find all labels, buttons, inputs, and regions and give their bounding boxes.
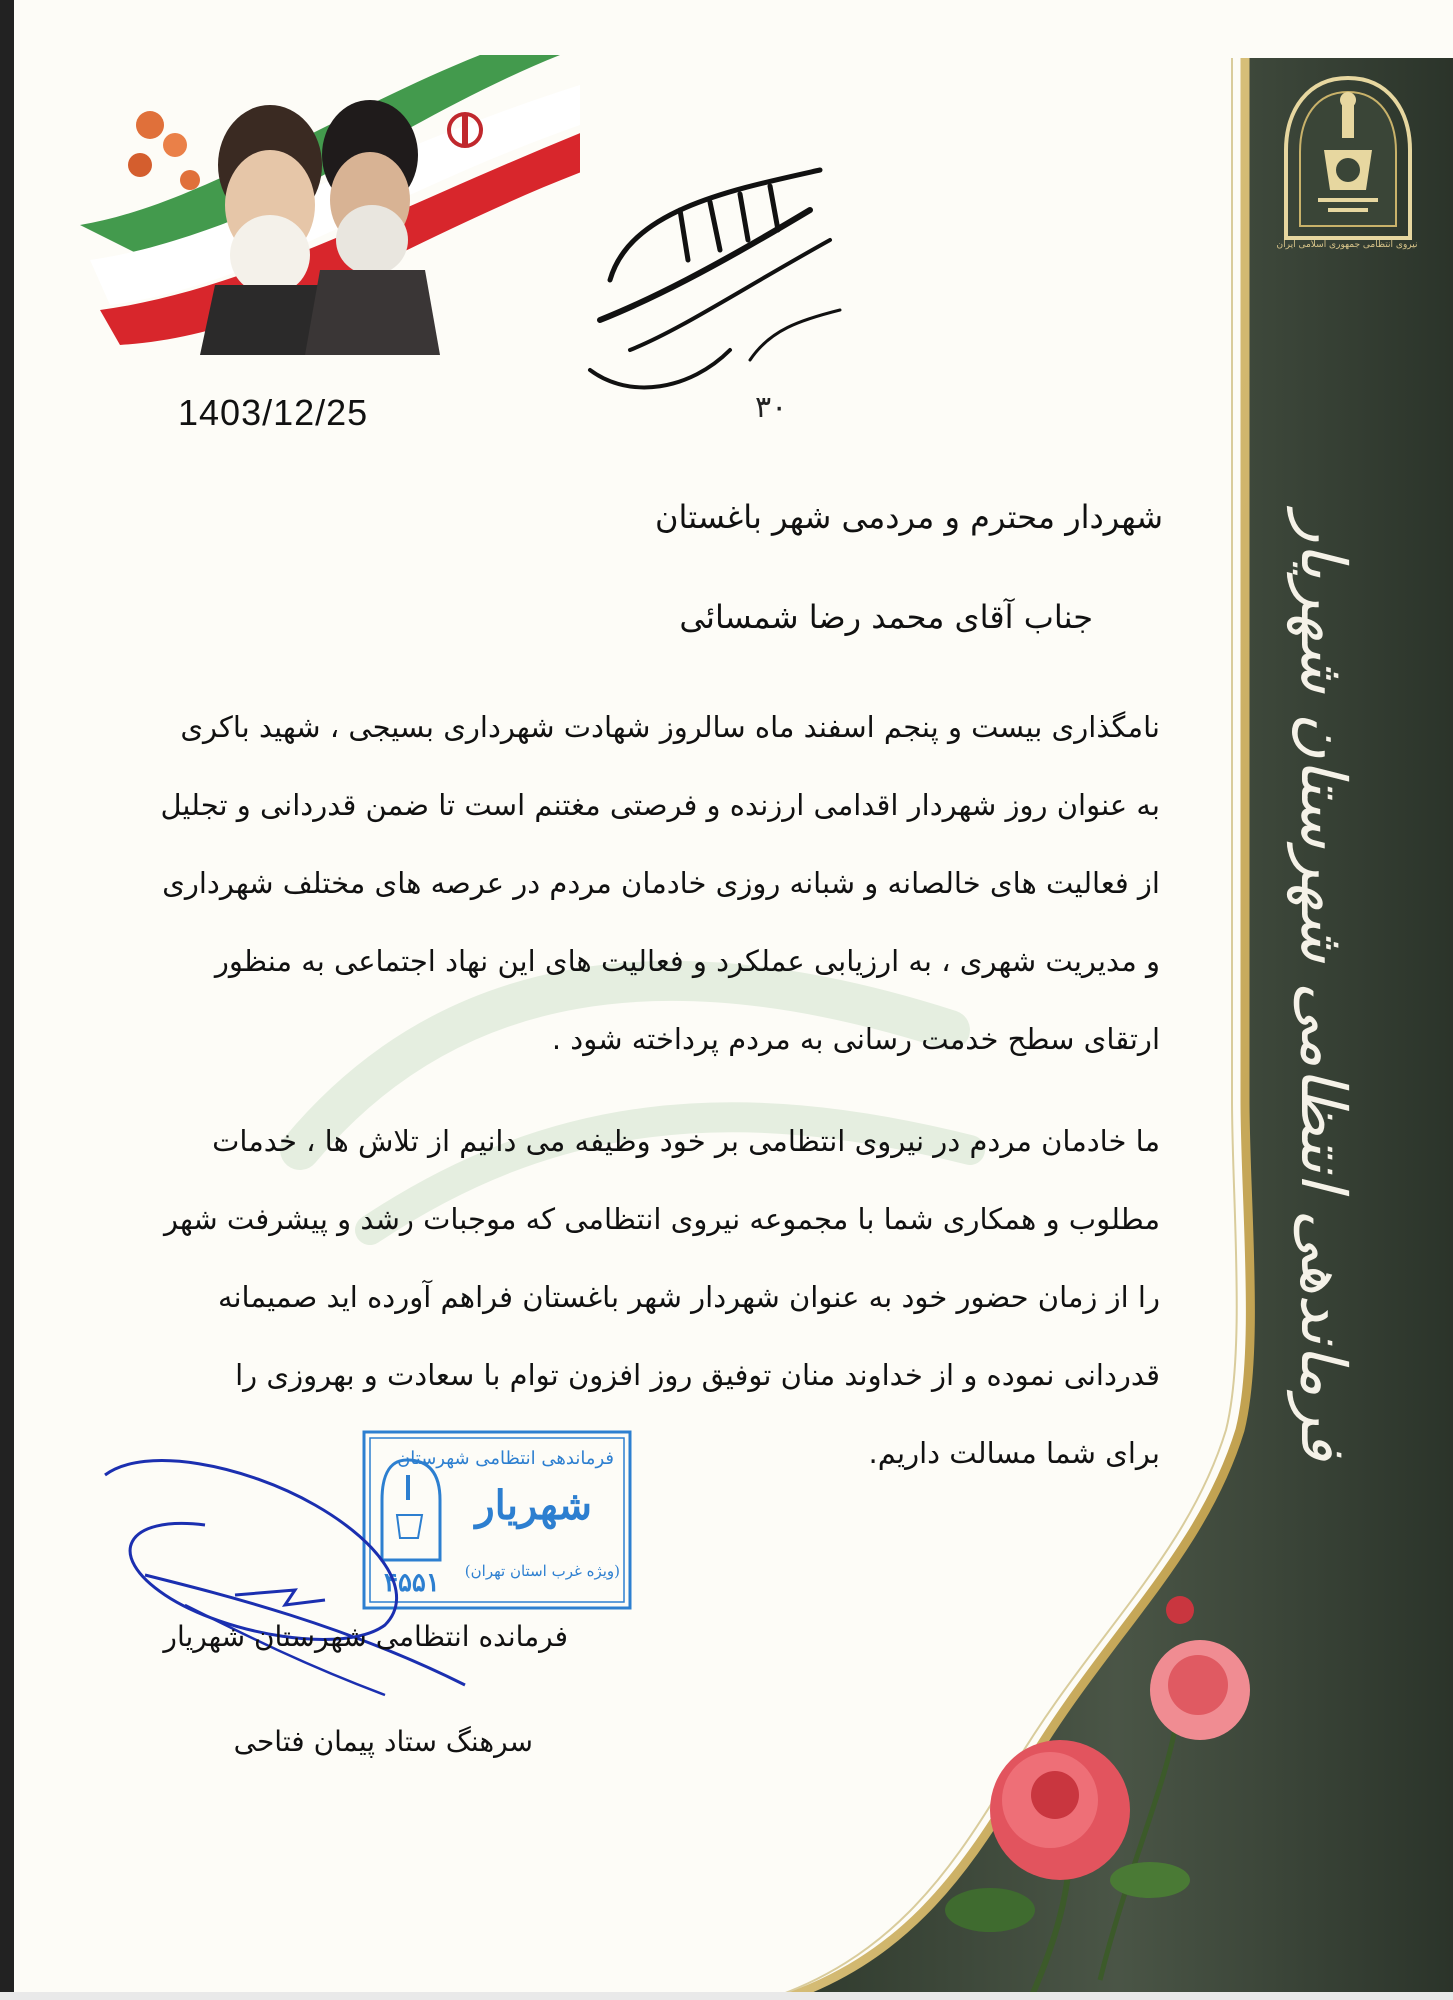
addressee-line-2: جناب آقای محمد رضا شمسائی bbox=[679, 598, 1093, 636]
body-paragraph-1 bbox=[150, 688, 1160, 1078]
body-line: نامگذاری بیست و پنجم اسفند ماه سالروز شهادت شهرداری بسیجی ، شهید باکری bbox=[180, 710, 1160, 744]
body-line: ارتقای سطح خدمت رسانی به مردم پرداخته شود . bbox=[551, 1022, 1160, 1056]
stamp-line-1: فرماندهی انتظامی شهرستان bbox=[397, 1448, 614, 1469]
body-line: از فعالیت های خالصانه و شبانه روزی خادمان مردم در عرصه های مختلف شهرداری bbox=[162, 866, 1160, 900]
letter-date: 1403/12/25 bbox=[178, 392, 369, 433]
stamp-city: شهریار bbox=[475, 1482, 592, 1529]
bismillah-calligraphy bbox=[570, 150, 870, 410]
body-paragraph-2 bbox=[150, 1102, 1160, 1492]
police-emblem-icon bbox=[1268, 70, 1428, 260]
body-line: قدردانی نموده و از خداوند منان توفیق روز افزون توام با سعادت و بهروزی را bbox=[235, 1358, 1160, 1392]
body-line: مطلوب و همکاری شما با مجموعه نیروی انتظامی که موجبات رشد و پیشرفت شهر bbox=[164, 1202, 1160, 1236]
signatory-role: فرمانده انتظامی شهرستان شهریار bbox=[163, 1620, 568, 1653]
addressee-line-1: شهردار محترم و مردمی شهر باغستان bbox=[655, 498, 1163, 536]
stamp-line-3: (ویژه غرب استان تهران) bbox=[464, 1562, 620, 1580]
body-line: و مدیریت شهری ، به ارزیابی عملکرد و فعالیت های این نهاد اجتماعی به منظور bbox=[214, 944, 1160, 978]
handwritten-signature bbox=[85, 1455, 505, 1715]
flag-portrait-banner bbox=[80, 55, 580, 355]
scan-bottom-edge bbox=[0, 1992, 1453, 2000]
body-line: را از زمان حضور خود به عنوان شهردار شهر باغستان فراهم آورده اید صمیمانه bbox=[217, 1280, 1160, 1314]
body-line: برای شما مسالت داریم. bbox=[868, 1436, 1160, 1470]
side-band-title: فرماندهی انتظامی شهرستان شهریار bbox=[1287, 512, 1360, 1460]
signatory-name: سرهنگ ستاد پیمان فتاحی bbox=[233, 1725, 533, 1758]
letter-number: ۳۰ bbox=[755, 390, 788, 425]
flower-decoration-icon bbox=[128, 111, 200, 190]
stamp-number: ۴۵۵۱ bbox=[384, 1568, 440, 1598]
body-line: ما خادمان مردم در نیروی انتظامی بر خود وظیفه می دانیم از تلاش ها ، خدمات bbox=[212, 1124, 1160, 1158]
emblem-caption: نیروی انتظامی جمهوری اسلامی ایران bbox=[1276, 240, 1418, 250]
body-line: به عنوان روز شهردار اقدامی ارزنده و فرصتی مغتنم است تا ضمن قدردانی و تجلیل bbox=[160, 788, 1160, 822]
roses-decoration-icon bbox=[880, 1580, 1300, 2000]
